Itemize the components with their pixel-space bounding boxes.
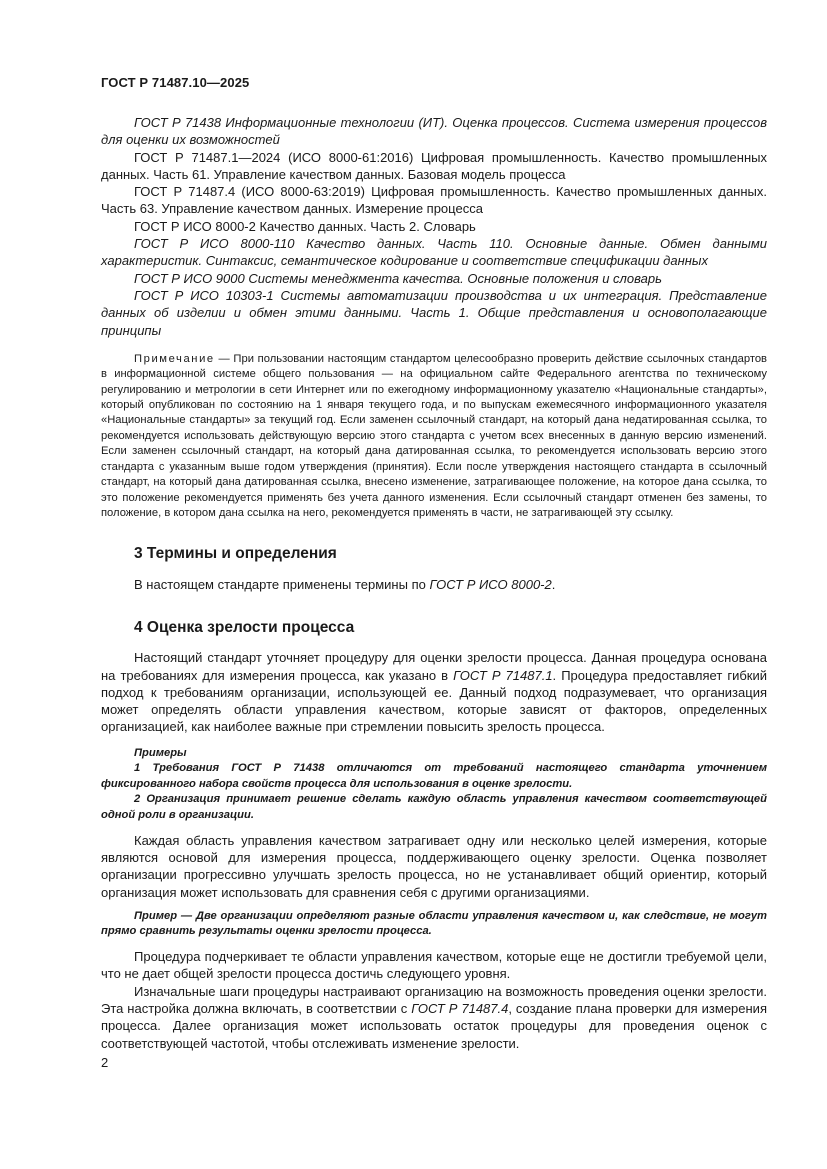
reference-item: ГОСТ Р ИСО 9000 Системы менеджмента качества. Основные положения и словарь: [134, 270, 662, 286]
text-fragment: .: [551, 576, 556, 592]
standard-reference: ГОСТ Р ИСО 8000-2: [429, 576, 552, 592]
note-label: Примечание: [134, 352, 215, 365]
reference-item: ГОСТ Р 71487.4 (ИСО 8000-63:2019) Цифровая промышленность. Качество промышленных данных. Часть 63. Управление качеством данных. Измерение процесса: [101, 184, 767, 217]
reference-note: [101, 352, 767, 521]
text-fragment: . Процедура предоставляет гибкий подход к требованиям организации, использующей ее. Данный подход подразумевает, что организация может определять области управления качеством, которые зависят от факторов, определенных организацией, как наиболее важные при стремлении повысить зрелость процесса.: [101, 667, 767, 735]
document-header: ГОСТ Р 71487.10—2025: [101, 75, 250, 90]
reference-item: ГОСТ Р ИСО 8000-2 Качество данных. Часть 2. Словарь: [134, 218, 476, 234]
section-4-paragraph-2: Каждая область управления качеством затрагивает одну или несколько целей измерения, которые являются основой для измерения процесса, поддерживающего оценку зрелости. Оценка позволяет организации прогрессивно улучшать зрелость процесса, но не устанавливает общий ориентир, который организация может использовать для сравнения себя с другими организациями.: [101, 832, 767, 900]
text-fragment: , создание плана проверки для измерения процесса. Далее организация может использовать остаток процедуры для проведения оценок с соответствующей частотой, чтобы отслеживать изменение зрелости.: [101, 1000, 767, 1051]
text-fragment: В настоящем стандарте применены термины по: [134, 576, 430, 592]
section-4-paragraph-4: [101, 983, 767, 1052]
normative-references-list: [101, 114, 767, 339]
section-4-heading: 4 Оценка зрелости процесса: [134, 618, 355, 636]
section-4-paragraph-3: Процедура подчеркивает те области управления качеством, которые еще не достигли требуемой цели, что не дает общей зрелости процесса достичь следующего уровня.: [101, 949, 767, 982]
standard-reference: ГОСТ Р 71487.4: [411, 1000, 509, 1016]
section-3-heading: 3 Термины и определения: [134, 545, 337, 563]
examples-title: Примеры: [134, 746, 187, 759]
inline-example: Пример — Две организации определяют разные области управления качеством и, как следствие, не могут прямо сравнить результаты оценки зрелости процесса.: [101, 909, 767, 938]
example-item: 1 Требования ГОСТ Р 71438 отличаются от требований настоящего стандарта уточнением фиксированного набора свойств процесса для использования в оценке зрелости.: [101, 762, 767, 790]
reference-item: ГОСТ Р ИСО 10303-1 Системы автоматизации производства и их интеграция. Представление данных об изделии и обмен этими данными. Часть 1. Общие представления и основополагающие принципы: [101, 287, 767, 338]
page-number: 2: [101, 1055, 109, 1070]
document-body: [101, 114, 767, 1052]
reference-item: ГОСТ Р 71438 Информационные технологии (ИТ). Оценка процессов. Система измерения процессов для оценки их возможностей: [101, 115, 767, 148]
example-item: 2 Организация принимает решение сделать каждую область управления качеством соответствующей одной роли в организации.: [101, 793, 767, 822]
note-text: — При пользовании настоящим стандартом целесообразно проверить действие ссылочных стандартов в информационной системе общего пользования — на официальном сайте Федерального агентства по техническому регулированию и метрологии в сети Интернет или по ежегодному информационному указателю «Национальные стандарты», который опубликован по состоянию на 1 января текущего года, и по выпускам ежемесячного информационного указателя «Национальные стандарты» за текущий год. Если заменен ссылочный стандарт, на который дана недатированная ссылка, то рекомендуется использовать действующую версию этого стандарта с учетом всех внесенных в данную версию изменений. Если заменен ссылочный стандарт, на который дана датированная ссылка, то рекомендуется использовать версию этого стандарта с указанным выше годом утверждения (принятия). Если после утверждения настоящего стандарта в ссылочный стандарт, на который дана датированная ссылка, внесено изменение, затрагивающее положение, на которое дана ссылка, то это положение рекомендуется применять без учета данного изменения. Если ссылочный стандарт отменен без замены, то положение, в котором дана ссылка на него, рекомендуется применять в части, не затрагивающей эту ссылку.: [101, 352, 767, 519]
reference-item: ГОСТ Р 71487.1—2024 (ИСО 8000-61:2016) Цифровая промышленность. Качество промышленных данных. Часть 61. Управление качеством данных. Базовая модель процесса: [101, 149, 767, 182]
examples-block: [101, 746, 767, 824]
standard-reference: ГОСТ Р 71487.1: [453, 667, 553, 683]
text-fragment: Настоящий стандарт уточняет процедуру для оценки зрелости процесса. Данная процедура основана на требованиях для измерения процесса, как указано в: [101, 650, 767, 683]
reference-item: ГОСТ Р ИСО 8000-110 Качество данных. Часть 110. Основные данные. Обмен данными характеристик. Синтаксис, семантическое кодирование и соответствие спецификации данных: [101, 236, 767, 269]
section-4-paragraph-1: [101, 649, 767, 735]
text-fragment: Изначальные шаги процедуры настраивают организацию на возможность проведения оценки зрелости. Эта настройка должна включать, в соответствии с: [101, 983, 767, 1016]
section-3-paragraph: [101, 576, 767, 593]
